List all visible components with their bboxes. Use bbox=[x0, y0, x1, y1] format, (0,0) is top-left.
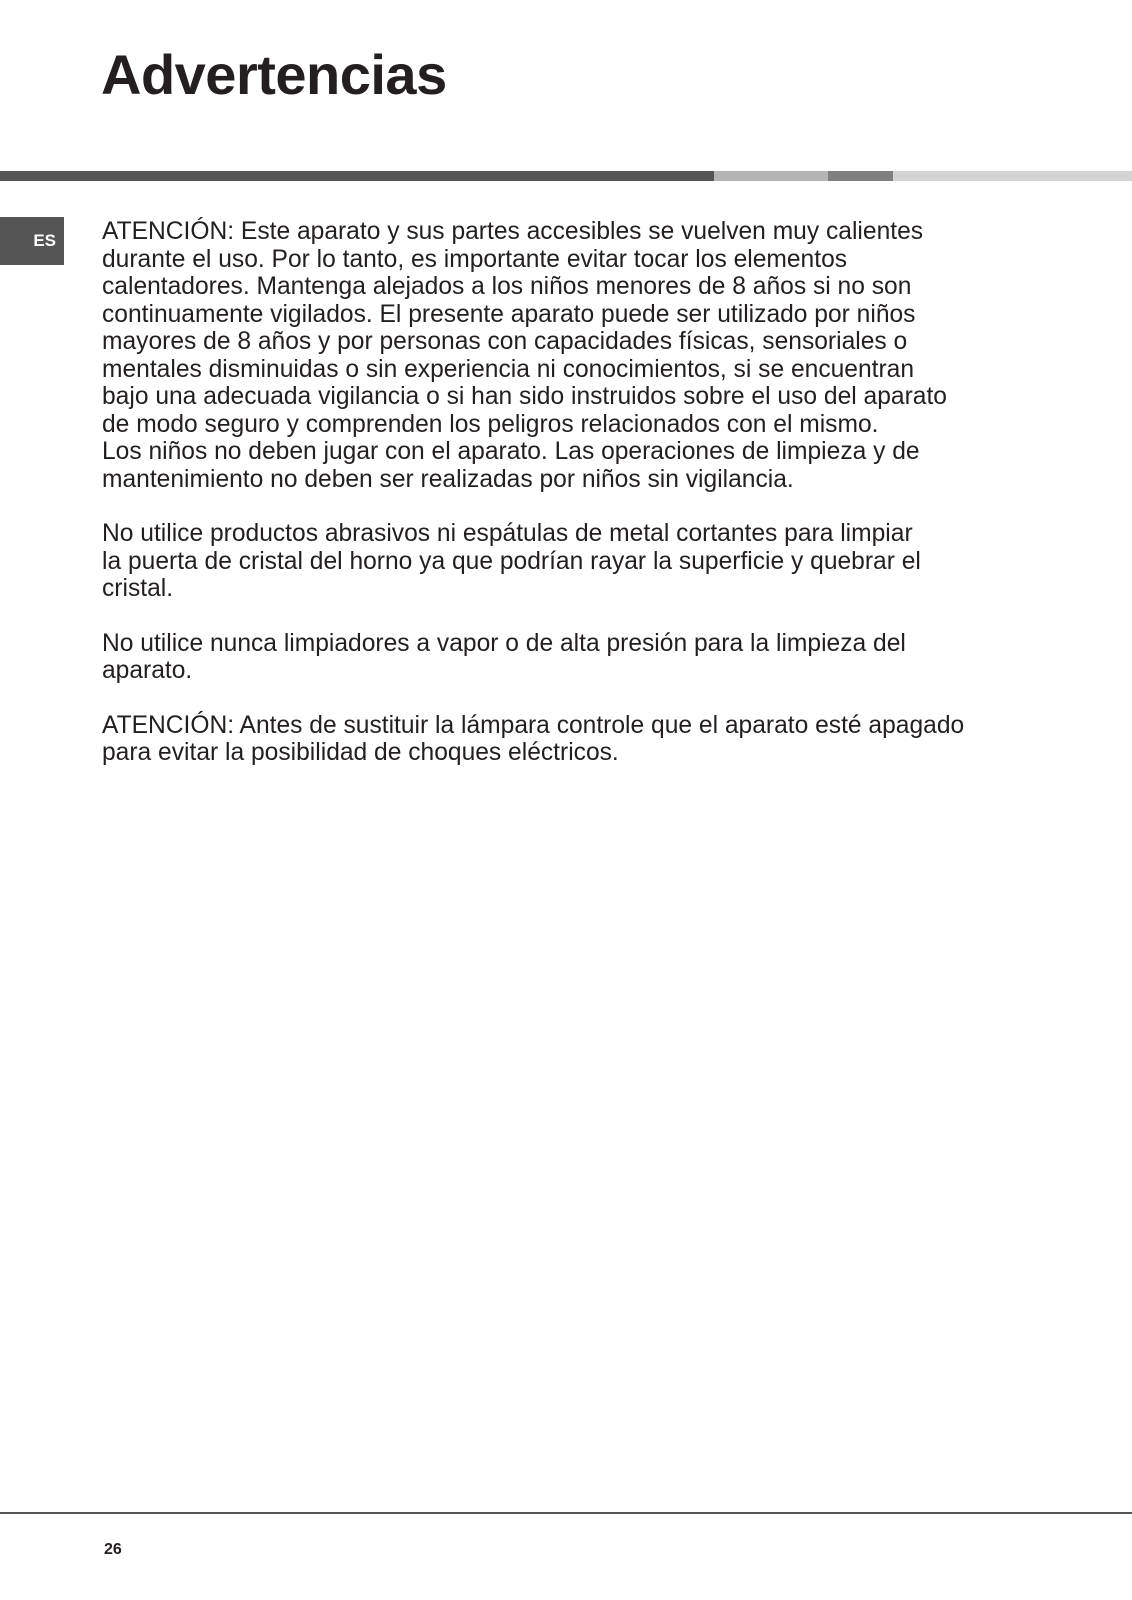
header-bar-dark-segment bbox=[0, 171, 714, 181]
text-line: para evitar la posibilidad de choques eléctricos. bbox=[102, 739, 619, 766]
text-line: durante el uso. Por lo tanto, es importante evitar tocar los elementos bbox=[102, 245, 848, 273]
text-line: la puerta de cristal del horno ya que podrían rayar la superficie y quebrar el bbox=[102, 547, 921, 575]
text-line: mantenimiento no deben ser realizadas por niños sin vigilancia. bbox=[102, 465, 794, 493]
page-number: 26 bbox=[104, 1541, 122, 1558]
text-line: continuamente vigilados. El presente aparato puede ser utilizado por niños bbox=[102, 300, 916, 328]
text-line: No utilice nunca limpiadores a vapor o de alta presión para la limpieza del bbox=[102, 629, 906, 657]
text-line: mentales disminuidas o sin experiencia ni conocimientos, si se encuentran bbox=[102, 355, 915, 383]
warnings-content bbox=[102, 218, 1062, 794]
warning-paragraph-steam-cleaners bbox=[102, 630, 1062, 685]
language-tab: ES bbox=[0, 217, 64, 265]
text-line: de modo seguro y comprenden los peligros relacionados con el mismo. bbox=[102, 410, 879, 438]
text-line: No utilice productos abrasivos ni espátulas de metal cortantes para limpiar bbox=[102, 520, 913, 547]
text-line: cristal. bbox=[102, 575, 174, 602]
text-line: aparato. bbox=[102, 657, 193, 684]
text-line: bajo una adecuada vigilancia o si han sido instruidos sobre el uso del aparato bbox=[102, 383, 947, 410]
text-line: ATENCIÓN: Este aparato y sus partes accesibles se vuelven muy calientes bbox=[102, 218, 924, 245]
header-bar-lightest-segment bbox=[893, 171, 1132, 181]
warning-paragraph-lamp-replacement bbox=[102, 712, 1062, 767]
page-title: Advertencias bbox=[101, 43, 447, 106]
warning-paragraph-abrasives bbox=[102, 520, 1062, 603]
text-line: calentadores. Mantenga alejados a los niños menores de 8 años si no son bbox=[102, 273, 912, 300]
text-line: Los niños no deben jugar con el aparato. Las operaciones de limpieza y de bbox=[102, 438, 920, 465]
text-line: ATENCIÓN: Antes de sustituir la lámpara controle que el aparato esté apagado bbox=[102, 711, 965, 739]
text-line: mayores de 8 años y por personas con capacidades físicas, sensoriales o bbox=[102, 328, 908, 355]
header-bar-light-segment bbox=[714, 171, 828, 181]
footer-rule bbox=[0, 1512, 1132, 1514]
header-bar-mid-segment bbox=[828, 171, 893, 181]
warning-paragraph-hot-surfaces bbox=[102, 218, 1062, 493]
